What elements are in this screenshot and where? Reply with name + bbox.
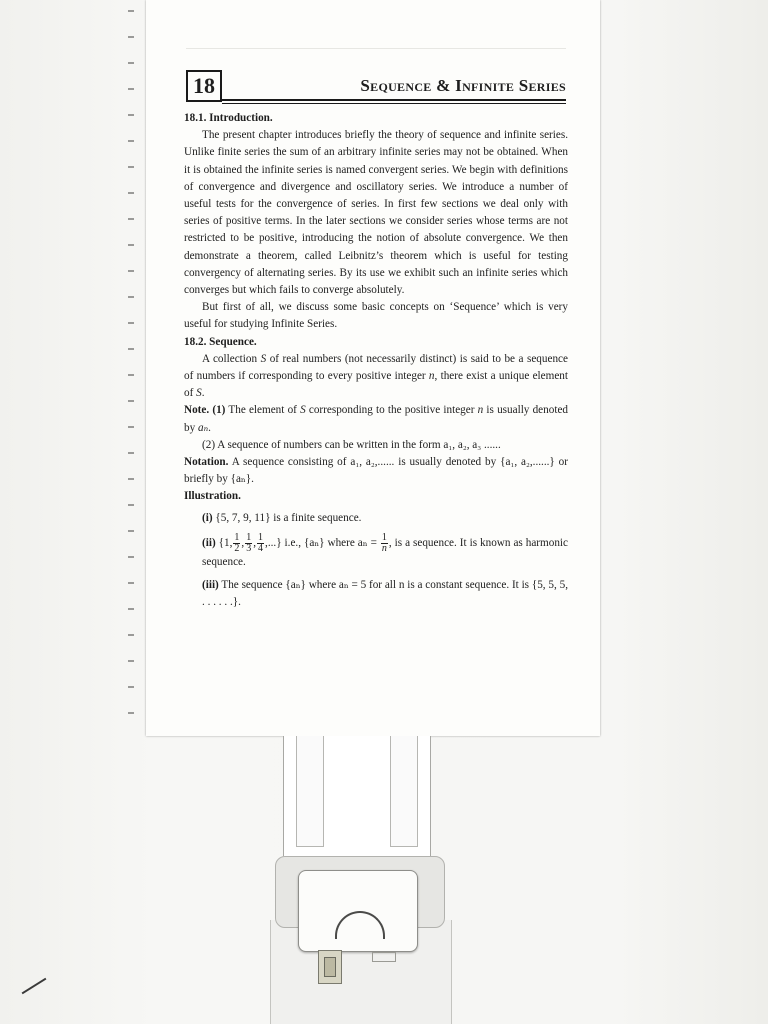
- chapter-header: [186, 70, 566, 104]
- illustration-item-1: (i) {5, 7, 9, 11} is a finite sequence.: [202, 511, 362, 524]
- intro-paragraph-2: But first of all, we discuss some basic concepts on ‘Sequence’ which is very useful for studying Infinite Series.: [184, 301, 568, 331]
- clip-slot-left: [296, 736, 324, 847]
- clip-arc-icon: [335, 911, 385, 939]
- illustration-heading: Illustration.: [184, 490, 241, 503]
- chapter-number-box: 18: [186, 70, 222, 102]
- sequence-definition: A collection S of real numbers (not necessarily distinct) is said to be a sequence of numbers if corresponding to every positive integer n, there exist a unique element of S.: [184, 352, 569, 400]
- fraction-quarter: $\frac{1}{4}$: [258, 531, 264, 554]
- notation-paragraph: Notation. A sequence consisting of a₁, a₂,...... is usually denoted by {a₁, a₂,......} or briefly by {aₙ}.: [184, 456, 568, 486]
- note-1: Note. (1) The element of S corresponding to the positive integer n is usually denoted by aₙ.: [184, 404, 569, 434]
- clip-slot-small: [372, 952, 396, 962]
- chapter-title: Sequence & Infinite Series: [360, 76, 566, 95]
- illustration-item-2: (ii) {1, $\frac{1}{2}$ , $\frac{1}{3}$ , $\frac{1}{4}$ ,...} i.e., {aₙ} where aₙ = $\frac{1}{n}$ , is a sequence. It is known as harmonic sequence.: [202, 531, 568, 568]
- chip-icon: [318, 950, 342, 984]
- binding-marks: [128, 10, 138, 730]
- illustration-item-3: (iii) The sequence {aₙ} where aₙ = 5 for all n is a constant sequence. It is {5, 5, 5, . . . . . .}.: [202, 579, 568, 609]
- section-heading-sequence: 18.2. Sequence.: [184, 335, 257, 348]
- fraction-third: $\frac{1}{3}$: [246, 531, 252, 554]
- clip-slot-right: [390, 736, 418, 847]
- scanner-clip-head: [298, 870, 418, 952]
- header-rule-thin: [222, 103, 566, 104]
- note-2: (2) A sequence of numbers can be written in the form a₁, a₂, a₃ ......: [202, 438, 501, 451]
- header-rule: [222, 99, 566, 101]
- book-page: [146, 0, 600, 736]
- bleed-through-line: [186, 38, 566, 49]
- intro-paragraph-1: The present chapter introduces briefly the theory of sequence and infinite series. Unlike finite series the sum of an arbitrary infinite series may not be obtained. When it is obtained the infinite series is named convergent series. We begin with definitions of convergence and divergence and oscillatory series. We introduce a number of useful tests for the convergence of series. In first few sections we deal only with series of positive terms. In the later sections we consider series whose terms are not restricted to be positive, introducing the notion of absolute convergence. We then demonstrate a theorem, called Leibnitz’s theorem which is useful for testing convergency of alternating series. By its use we exhibit such an infinite series which converges but which fails to converge absolutely.: [184, 129, 568, 297]
- scanner-clip-upper: [283, 736, 431, 856]
- fraction-one-over-n: $\frac{1}{n}$: [381, 531, 387, 554]
- fraction-half: $\frac{1}{2}$: [234, 531, 240, 554]
- section-heading-introduction: 18.1. Introduction.: [184, 112, 273, 124]
- page-content: [184, 110, 568, 611]
